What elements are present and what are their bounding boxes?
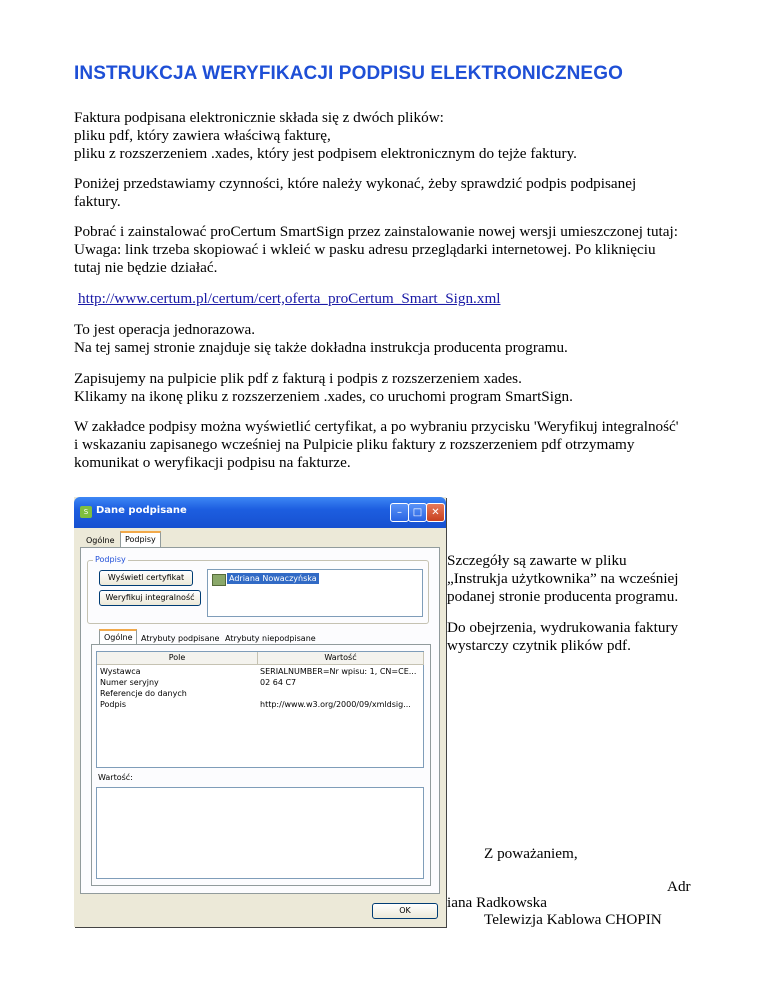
paragraph-once-line-2: Na tej samej stronie znajduje się także dokładna instrukcja producenta programu. bbox=[74, 339, 568, 356]
minimize-icon[interactable]: – bbox=[390, 503, 409, 522]
paragraph-save-line-1: Zapisujemy na pulpicie plik pdf z fakturą i podpis z rozszerzeniem xades. bbox=[74, 370, 522, 387]
signatures-group-label: Podpisy bbox=[95, 555, 126, 564]
closing-greeting: Z poważaniem, bbox=[484, 845, 578, 862]
paragraph-once-line-1: To jest operacja jednorazowa. bbox=[74, 321, 256, 338]
paragraph-install-line-2: Uwaga: link trzeba skopiować i wkleić w pasku adresu przeglądarki internetowej. Po kliknięciu bbox=[74, 241, 656, 258]
paragraph-steps-line-2: faktury. bbox=[74, 193, 121, 210]
close-icon[interactable]: ✕ bbox=[426, 503, 445, 522]
paragraph-tab-line-2: i wskazaniu zapisanego wcześniej na Pulpicie pliku faktury z rozszerzeniem pdf otrzymamy bbox=[74, 436, 635, 453]
details-note-line-3: podanej stronie producenta programu. bbox=[447, 588, 679, 605]
attributes-table[interactable] bbox=[96, 651, 424, 768]
app-icon: S bbox=[80, 506, 92, 518]
ok-button[interactable]: OK bbox=[372, 903, 438, 919]
subtab-signed-attributes[interactable]: Atrybuty podpisane bbox=[141, 634, 220, 643]
subtab-panel bbox=[91, 644, 431, 886]
window-title: Dane podpisane bbox=[96, 505, 187, 516]
paragraph-tab-line-3: komunikat o weryfikacji podpisu na fakturze. bbox=[74, 454, 351, 471]
paragraph-intro-line-3: pliku z rozszerzeniem .xades, który jest podpisem elektronicznym do tejże faktury. bbox=[74, 145, 577, 162]
details-note-line-2: „Instrukja użytkownika” na wcześniej bbox=[447, 570, 679, 587]
signers-list[interactable] bbox=[207, 569, 423, 617]
value-label: Wartość: bbox=[98, 773, 133, 782]
signature-company: Telewizja Kablowa CHOPIN bbox=[484, 911, 662, 928]
paragraph-save-line-2: Klikamy na ikonę pliku z rozszerzeniem .xades, co uruchomi program SmartSign. bbox=[74, 388, 573, 405]
signature-name-start: Adr bbox=[667, 878, 691, 895]
details-note-line-1: Szczegóły są zawarte w pliku bbox=[447, 552, 627, 569]
table-row-value: 02 64 C7 bbox=[260, 678, 297, 687]
paragraph-steps-line-1: Poniżej przedstawiamy czynności, które należy wykonać, żeby sprawdzić podpis podpisanej bbox=[74, 175, 637, 192]
maximize-icon[interactable]: □ bbox=[408, 503, 427, 522]
value-textarea[interactable] bbox=[96, 787, 424, 879]
column-header-field[interactable]: Pole bbox=[97, 652, 258, 665]
table-row-field: Wystawca bbox=[100, 667, 141, 676]
signature-name-end: iana Radkowska bbox=[447, 894, 547, 911]
tab-general[interactable]: Ogólne bbox=[86, 536, 115, 545]
window-titlebar bbox=[74, 497, 446, 528]
signatures-tab-panel bbox=[80, 547, 440, 894]
reader-note-line-2: wystarczy czytnik plików pdf. bbox=[447, 637, 631, 654]
signed-data-window-screenshot bbox=[74, 497, 446, 927]
table-row-field: Referencje do danych bbox=[100, 689, 187, 698]
table-row-field: Numer seryjny bbox=[100, 678, 159, 687]
tab-signatures[interactable]: Podpisy bbox=[120, 531, 161, 547]
paragraph-tab-line-1: W zakładce podpisy można wyświetlić certyfikat, a po wybraniu przycisku 'Weryfikuj integralność' bbox=[74, 418, 679, 435]
paragraph-intro-line-2: pliku pdf, który zawiera właściwą fakturę, bbox=[74, 127, 331, 144]
paragraph-intro-line-1: Faktura podpisana elektronicznie składa się z dwóch plików: bbox=[74, 109, 444, 126]
table-row-value: SERIALNUMBER=Nr wpisu: 1, CN=CE... bbox=[260, 667, 417, 676]
download-link[interactable]: http://www.certum.pl/certum/cert,oferta_proCertum_Smart_Sign.xml bbox=[78, 290, 501, 307]
column-header-value[interactable]: Wartość bbox=[258, 652, 424, 665]
table-row-value: http://www.w3.org/2000/09/xmldsig... bbox=[260, 700, 411, 709]
certificate-icon bbox=[212, 574, 226, 586]
paragraph-install-line-1: Pobrać i zainstalować proCertum SmartSign przez zainstalowanie nowej wersji umieszczonej tutaj: bbox=[74, 223, 678, 240]
table-row-field: Podpis bbox=[100, 700, 126, 709]
show-certificate-button[interactable]: Wyświetl certyfikat bbox=[99, 570, 193, 586]
reader-note-line-1: Do obejrzenia, wydrukowania faktury bbox=[447, 619, 679, 636]
subtab-unsigned-attributes[interactable]: Atrybuty niepodpisane bbox=[225, 634, 316, 643]
document-title: INSTRUKCJA WERYFIKACJI PODPISU ELEKTRONICZNEGO bbox=[74, 63, 623, 84]
signer-item[interactable]: Adriana Nowaczyńska bbox=[229, 574, 317, 583]
verify-integrity-button[interactable]: Weryfikuj integralność bbox=[99, 590, 201, 606]
subtab-general[interactable]: Ogólne bbox=[99, 629, 137, 645]
paragraph-install-line-3: tutaj nie będzie działać. bbox=[74, 259, 218, 276]
